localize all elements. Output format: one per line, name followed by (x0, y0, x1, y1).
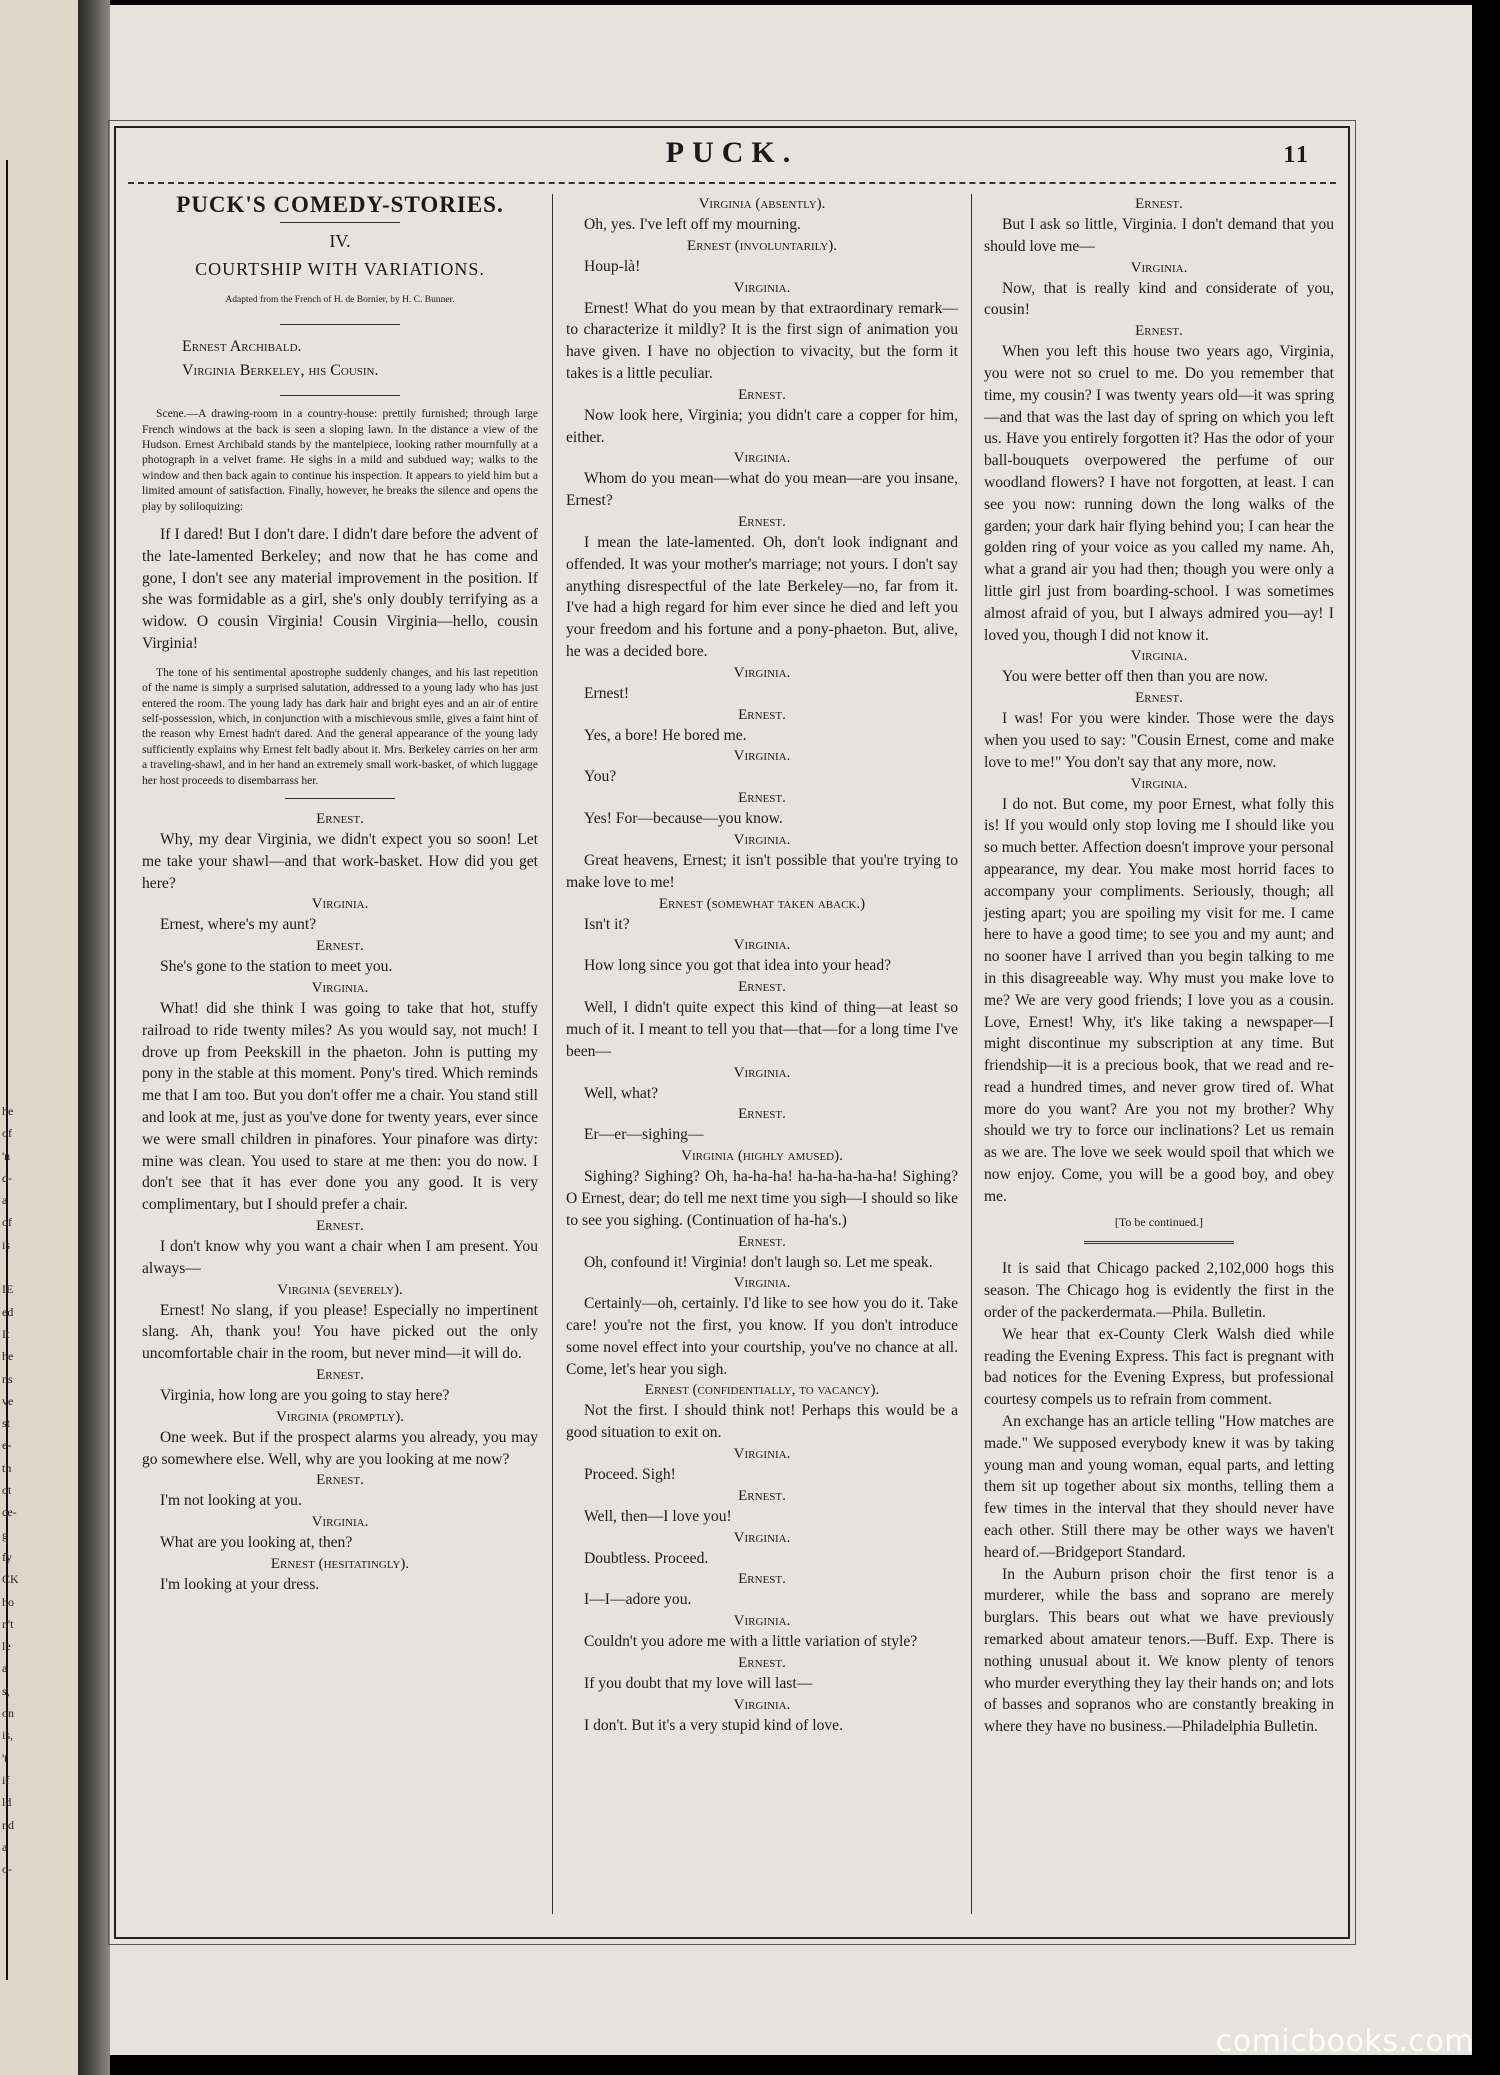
paragraph: One week. But if the prospect alarms you already, you may go somewhere else. Well, why are you looking at me now? (142, 1428, 538, 1468)
paragraph: I don't. But it's a very stupid kind of love. (584, 1716, 843, 1734)
fragment-line: ce- (2, 1505, 17, 1520)
paragraph: Sighing? Sighing? Oh, ha-ha-ha! ha-ha-ha-ha-ha! Sighing? O Ernest, dear; do tell me next time you sigh—I should so like to see you sighing. (Continuation of ha-ha's.) (566, 1168, 958, 1229)
paragraph: She's gone to the station to meet you. (160, 958, 393, 976)
speaker-label: Ernest. (738, 1487, 786, 1504)
paragraph: I'm looking at your dress. (160, 1575, 320, 1593)
paragraph: An exchange has an article telling "How matches are made." We supposed everybody knew it was by taking young man and young woman, equal parts, and letting them sit up together about six months, telling them a few times in the interval that they should never have each other. Still there may be other ways we haven't heard of.—Bridgeport Standard. (984, 1413, 1334, 1561)
fragment-line: 't (2, 1750, 8, 1765)
fragment-line: ot (2, 1483, 12, 1498)
speaker-label: Ernest (hesitatingly). (270, 1555, 410, 1572)
paragraph: Certainly—oh, certainly. I'd like to see how you do it. Take care! you're not the first, you know. If you don't introduce some novel effect into your courtship, you've no chance at all. Come, let's hear you sigh. (566, 1295, 958, 1378)
speaker-label: Virginia. (311, 896, 369, 913)
adjacent-page-edge (0, 0, 78, 2075)
fragment-line: IE (2, 1282, 14, 1297)
paragraph: In the Auburn prison choir the first tenor is a murderer, while the bass and soprano are merely burglars. This bears out what we have previously remarked about amateur tenors.—Buff. Exp. There is nothing unusual about it. We know plenty of tenors who murder everything they lay their hands on; and lots of basses and sopranos who are constantly breaking in where they have no business.—Philadelphia Bulletin. (984, 1565, 1334, 1736)
masthead (116, 136, 1348, 180)
paragraph: When you left this house two years ago, Virginia, you were not so cruel to me. Do you remember that time, my cousin? I was twenty years old—it was spring—and that was the last day of spring on which you left us. Have you entirely forgotten it? Has the odor of your ball-bouquets overpowered the perfume of our woodland flowers? I have not forgotten, at least. I can see you now: running down the long walks of the garden; your dark hair flying behind you; I can hear the golden ring of your voice as you called my name. Ah, what a grand air you had then; though you were only a little girl just from boarding-school. I was sometimes almost afraid of you, but I always admired you—ay! I loved you, though I did not know it. (984, 343, 1334, 644)
speaker-label: Ernest. (1135, 323, 1183, 340)
book-gutter (78, 0, 110, 2075)
fragment-line: on (2, 1706, 14, 1721)
fragment-line: d- (2, 1170, 12, 1185)
scene-description: Scene.—A drawing-room in a country-house: prettily furnished; through large French windows at the back is seen a sloping lawn. In the distance a view of the Hudson. Ernest Archibald stands by the mantelpiece, looking rather mournfully at a photograph in a velvet frame. He sighs in a mild and subdued way; walks to the window and then back again to continue his inspection. It appears to yield him but a limited amount of satisfaction. Finally, however, he breaks the silence and opens the play by soliloquizing: (142, 407, 538, 513)
section-rule (285, 798, 395, 799)
speaker-label: Virginia. (733, 748, 791, 765)
speaker-label: Virginia. (733, 1613, 791, 1630)
paragraph: I mean the late-lamented. Oh, don't look indignant and offended. It was your mother's marriage; not yours. I don't say anything disrespectful of the late Berkeley—no, far from it. I've had a high regard for him ever since he died and left you your freedom and his fortune and a pony-phaeton. But, alive, he was a decided bore. (566, 533, 958, 660)
column-3-body (984, 194, 1334, 1738)
fragment-line: fy (2, 1549, 12, 1564)
magazine-page (110, 5, 1472, 2055)
paragraph: We hear that ex-County Clerk Walsh died while reading the Evening Express. This fact is pregnant with bad notices for the Evening Express, but professional courtesy compels us to refrain from comment. (984, 1325, 1334, 1409)
fragment-line: le (2, 1639, 11, 1654)
speaker-label: Virginia. (733, 664, 791, 681)
speaker-label: Virginia. (311, 1514, 369, 1531)
fragment-line: is (2, 1237, 11, 1252)
paragraph: Proceed. Sigh! (584, 1466, 676, 1484)
cast-member: Ernest Archibald. (182, 338, 302, 356)
speaker-label: Virginia (highly amused). (681, 1148, 843, 1165)
paragraph: Now look here, Virginia; you didn't care a copper for him, either. (566, 406, 958, 446)
double-rule (1084, 1241, 1234, 1244)
paragraph: Houp-là! (584, 257, 641, 275)
speaker-label: Ernest. (316, 938, 364, 955)
paragraph: I'm not looking at you. (160, 1492, 302, 1510)
paragraph: Ernest! What do you mean by that extraordinary remark—to characterize it mildly? It is the first sign of animation you have given. I have no objection to vivacity, but the form it takes is a little peculiar. (566, 299, 958, 382)
masthead-title: PUCK. (665, 136, 799, 169)
fragment-line: a (2, 1839, 8, 1854)
paragraph: I—I—adore you. (584, 1591, 692, 1609)
fragment-line: nd (2, 1817, 14, 1832)
speaker-label: Virginia. (733, 279, 791, 296)
fragment-line: ho (2, 1594, 14, 1609)
fragment-line: 'n (2, 1148, 11, 1163)
paragraph: Yes, a bore! He bored me. (584, 726, 747, 744)
story-subtitle: COURTSHIP WITH VARIATIONS. (195, 258, 485, 279)
speaker-label: Ernest (confidentially, to vacancy). (644, 1382, 880, 1399)
column-2 (566, 194, 958, 1737)
title-rule (280, 222, 400, 223)
page-number: 11 (1283, 142, 1310, 168)
paragraph: You were better off then than you are now. (1002, 668, 1269, 686)
fragment-line: n't (2, 1616, 14, 1631)
speaker-label: Ernest (somewhat taken aback.) (658, 895, 866, 912)
fragment-line: he (2, 1104, 14, 1118)
fragment-line: ns (2, 1371, 13, 1386)
cast-member: Virginia Berkeley, his Cousin. (182, 362, 379, 380)
stage-direction: The tone of his sentimental apostrophe suddenly changes, and his last repetition of the name is simply a surprised salutation, addressed to a young lady who has just entered the room. The young lady has dark hair and bright eyes and an air of entire self-possession, which, in conjunction with a mischievous smile, gives a faint hint of the reason why Ernest hadn't dared. And the general appearance of the young lady sufficiently explains why Ernest felt badly about it. Mrs. Berkeley carries on her arm a traveling-shawl, and in her hand an extremely small work-basket, of which luggage her host proceeds to disembarrass her. (142, 665, 538, 787)
paragraph: Not the first. I should think not! Perhaps this would be a good situation to exit on. (566, 1402, 958, 1442)
speaker-label: Virginia. (733, 1696, 791, 1713)
fragment-line: th (2, 1460, 12, 1475)
column-divider (971, 194, 972, 1914)
paragraph: It is said that Chicago packed 2,102,000 hogs this season. The Chicago hog is evidently the first in the order of the packerdermata.—Phila. Bulletin. (984, 1260, 1334, 1322)
watermark: comicbooks.com (1215, 2024, 1474, 2059)
speaker-label: Virginia. (1130, 775, 1188, 792)
speaker-label: Virginia. (311, 980, 369, 997)
paragraph: I was! For you were kinder. Those were the days when you used to say: "Cousin Ernest, come and make love to me!" You don't say that any more, now. (984, 710, 1334, 771)
cast-list (182, 335, 538, 383)
fragment-line: CK (2, 1572, 19, 1587)
to-be-continued: [To be continued.] (1114, 1214, 1204, 1229)
speaker-label: Ernest. (738, 706, 786, 723)
speaker-label: Virginia. (733, 937, 791, 954)
fragment-line (2, 1256, 16, 1278)
credit-rule (280, 324, 400, 325)
paragraph: What are you looking at, then? (160, 1534, 353, 1552)
fragment-line: ld (2, 1795, 12, 1810)
speaker-label: Ernest. (738, 386, 786, 403)
speaker-label: Virginia. (733, 1275, 791, 1292)
paragraph: Isn't it? (584, 915, 630, 933)
speaker-label: Ernest. (738, 1106, 786, 1123)
fragment-line: a (2, 1661, 8, 1676)
column-3 (984, 194, 1334, 1738)
column-1-body (142, 524, 538, 1596)
speaker-label: Ernest. (316, 1472, 364, 1489)
paragraph: Doubtless. Proceed. (584, 1549, 709, 1567)
paragraph: Now, that is really kind and considerate of you, cousin! (984, 279, 1334, 319)
fragment-line: he (2, 1349, 14, 1364)
paragraph: Ernest! (584, 684, 630, 702)
speaker-label: Ernest. (738, 790, 786, 807)
paragraph: You? (584, 768, 617, 786)
fragment-line: a (2, 1193, 8, 1208)
speaker-label: Ernest. (738, 979, 786, 996)
fragment-line: ed (2, 1304, 14, 1319)
story-part-number: IV. (329, 230, 351, 251)
speaker-label: Ernest. (316, 1367, 364, 1383)
paragraph: Well, I didn't quite expect this kind of thing—at least so much of it. I meant to tell you that—that—for a long time I've been— (566, 999, 958, 1060)
speaker-label: Virginia. (733, 450, 791, 467)
speaker-label: Ernest. (738, 513, 786, 530)
speaker-label: Ernest. (316, 811, 364, 828)
paragraph: Well, what? (584, 1084, 659, 1102)
fragment-line: o- (2, 1862, 12, 1877)
cast-rule (280, 395, 400, 396)
speaker-label: Ernest. (738, 1655, 786, 1672)
story-title: PUCK'S COMEDY-STORIES. (176, 192, 504, 217)
speaker-label: Virginia (severely). (277, 1281, 403, 1298)
paragraph: If you doubt that my love will last— (584, 1675, 813, 1693)
speaker-label: Virginia. (733, 1064, 791, 1081)
column-1 (142, 194, 538, 1596)
fragment-line: e- (2, 1438, 12, 1453)
speaker-label: Ernest. (1135, 690, 1183, 707)
speaker-label: Virginia (absently). (698, 196, 826, 212)
speaker-label: Ernest. (738, 1233, 786, 1250)
column-divider (552, 194, 553, 1914)
paragraph: If I dared! But I don't dare. I didn't dare before the advent of the late-lamented Berkeley; and now that he has come and gone, I don't see any material improvement in the position. If she was formidable as a girl, she's only doubly terrifying as a widow. O cousin Virginia! Cousin Virginia—hello, cousin Virginia! (142, 526, 538, 653)
paragraph: Oh, yes. I've left off my mourning. (584, 216, 801, 233)
speaker-label: Virginia. (1130, 259, 1188, 276)
page-border-frame (114, 126, 1350, 1939)
paragraph: Er—er—sighing— (584, 1126, 704, 1144)
column-2-body (566, 194, 958, 1737)
paragraph: Well, then—I love you! (584, 1507, 732, 1525)
speaker-label: Ernest. (738, 1571, 786, 1588)
paragraph: Oh, confound it! Virginia! don't laugh so. Let me speak. (584, 1253, 933, 1271)
speaker-label: Ernest. (1135, 196, 1183, 212)
speaker-label: Virginia. (1130, 648, 1188, 665)
speaker-label: Ernest. (316, 1218, 364, 1235)
paragraph: Whom do you mean—what do you mean—are you insane, Ernest? (566, 470, 958, 510)
speaker-label: Virginia (promptly). (275, 1408, 405, 1425)
fragment-line: st (2, 1416, 11, 1431)
paragraph: Yes! For—because—you know. (584, 810, 783, 828)
paragraph: Great heavens, Ernest; it isn't possible that you're trying to make love to me! (566, 851, 958, 891)
paragraph: Virginia, how long are you going to stay here? (160, 1387, 450, 1404)
fragment-line: ve (2, 1393, 14, 1408)
paragraph: Why, my dear Virginia, we didn't expect you so soon! Let me take your shawl—and that work-basket. How did you get here? (142, 831, 538, 892)
paragraph: But I ask so little, Virginia. I don't demand that you should love me— (984, 216, 1334, 255)
fragment-line: is, (2, 1728, 14, 1743)
masthead-rule (128, 182, 1336, 184)
speaker-label: Virginia. (733, 1529, 791, 1546)
fragment-line: s, (2, 1683, 10, 1698)
paragraph: Ernest! No slang, if you please! Especially no impertinent slang. Ah, thank you! You have picked out the only uncomfortable chair in the room, but never mind—it will do. (142, 1301, 538, 1363)
fragment-line: g (2, 1527, 8, 1542)
story-credit: Adapted from the French of H. de Bornier, by H. C. Bunner. (225, 295, 455, 306)
fragment-line: of (2, 1126, 12, 1141)
speaker-label: Virginia. (733, 1446, 791, 1463)
adjacent-page-text-fragments (2, 1100, 19, 1880)
paragraph: How long since you got that idea into your head? (584, 957, 892, 975)
paragraph: I do not. But come, my poor Ernest, what folly this is! If you would only stop loving me I should like you so much better. Affection doesn't improve your personal appearance, my dear. You make most horrid faces to accompany your compliments. Seriously, though; all jesting apart; you are spoiling my visit for me. I came here to have a good time; to see you and my aunt; and no sooner have I arrived than you begin talking to me in this disagreeable way. Why must you make love to me? We are very good friends; I love you as a cousin. Love, Ernest! Why, it's like taking a newspaper—I might discontinue my subscription at any time. But friendship—it is a precious book, that we read and re-read a hundred times, and never grow tired of. What more do you want? Are you not my brother? Why should we try to force our inclinations? Let us remain as we are. The love we seek would spoil that which we now enjoy. Come, you will be a good boy, and obey me. (984, 795, 1334, 1205)
speaker-label: Virginia. (733, 831, 791, 848)
speaker-label: Ernest (involuntarily). (687, 237, 837, 254)
paragraph: I don't know why you want a chair when I am present. You always— (142, 1238, 538, 1277)
paragraph: Couldn't you adore me with a little variation of style? (584, 1633, 918, 1651)
fragment-line: if (2, 1772, 10, 1787)
fragment-line: of (2, 1215, 12, 1230)
fragment-line: It (2, 1326, 10, 1341)
paragraph: What! did she think I was going to take that hot, stuffy railroad to ride twenty miles? As you would say, not much! I drove up from Peekskill in the phaeton. John is putting my pony in the stable at this moment. Pony's tired. Which reminds me that I am too. But you don't offer me a chair. You stand still and look at me, just as you've done for twenty years, ever since we were small children in pinafores. Your pinafore was dirty: mine was clean. You used to stare at me then: you do now. I don't see that it has ever done you any good. It is very complimentary, but I should prefer a chair. (142, 1000, 538, 1214)
paragraph: Ernest, where's my aunt? (160, 916, 317, 934)
